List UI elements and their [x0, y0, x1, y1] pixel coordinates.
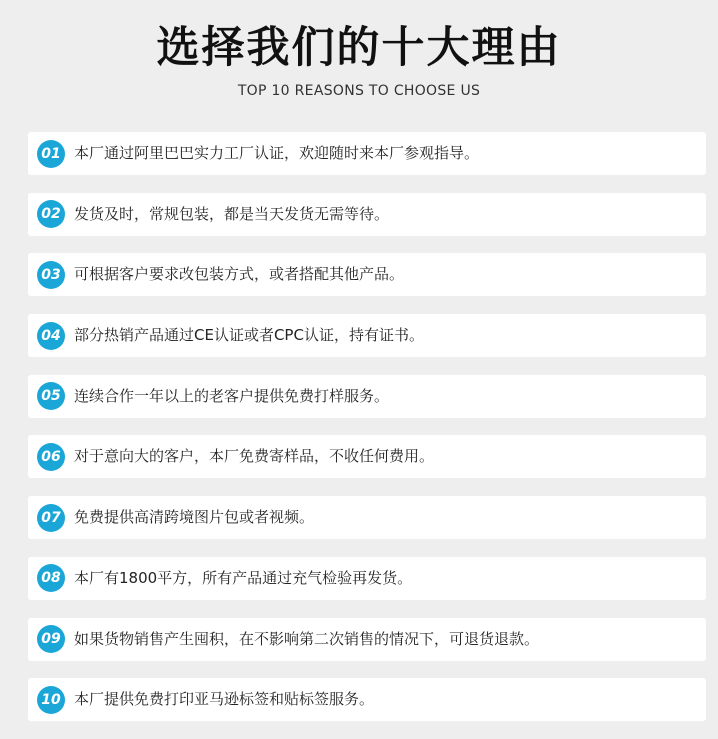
reason-text: 部分热销产品通过CE认证或者CPC认证，持有证书。 — [74, 326, 424, 345]
page-title: 选择我们的十大理由 — [156, 23, 562, 73]
reason-number-badge: 03 — [37, 261, 65, 289]
reason-item-08 — [28, 557, 706, 600]
reason-number-badge: 05 — [37, 382, 65, 410]
reason-item-04 — [28, 314, 706, 357]
reason-item-06 — [28, 435, 706, 478]
reason-item-07 — [28, 496, 706, 539]
reason-text: 连续合作一年以上的老客户提供免费打样服务。 — [74, 386, 390, 405]
reason-number-badge: 01 — [37, 140, 65, 168]
page-subtitle: TOP 10 REASONS TO CHOOSE US — [237, 83, 481, 99]
reason-text: 可根据客户要求改包装方式，或者搭配其他产品。 — [74, 265, 405, 284]
reason-item-02 — [28, 193, 706, 236]
reason-number-badge: 09 — [37, 625, 65, 653]
reason-item-10 — [28, 678, 706, 721]
reason-number-badge: 02 — [37, 200, 65, 228]
reason-text: 如果货物销售产生囤积，在不影响第二次销售的情况下，可退货退款。 — [74, 629, 540, 648]
reason-number-badge: 07 — [37, 504, 65, 532]
reason-item-01 — [28, 132, 706, 175]
reason-number-badge: 06 — [37, 443, 65, 471]
reason-text: 免费提供高清跨境图片包或者视频。 — [74, 508, 315, 527]
reason-item-05 — [28, 375, 706, 418]
reason-number-badge: 10 — [37, 686, 65, 714]
reason-text: 本厂通过阿里巴巴实力工厂认证，欢迎随时来本厂参观指导。 — [74, 144, 480, 162]
reason-text: 发货及时，常规包装，都是当天发货无需等待。 — [74, 204, 390, 223]
reason-text: 对于意向大的客户，本厂免费寄样品，不收任何费用。 — [74, 447, 435, 466]
reason-item-09 — [28, 618, 706, 661]
reason-text: 本厂提供免费打印亚马逊标签和贴标签服务。 — [74, 690, 375, 709]
reason-text: 本厂有1800平方，所有产品通过充气检验再发货。 — [74, 568, 413, 587]
reason-number-badge: 04 — [37, 322, 65, 350]
reason-number-badge: 08 — [37, 564, 65, 592]
reason-item-03 — [28, 253, 706, 296]
reasons-list — [28, 132, 706, 739]
